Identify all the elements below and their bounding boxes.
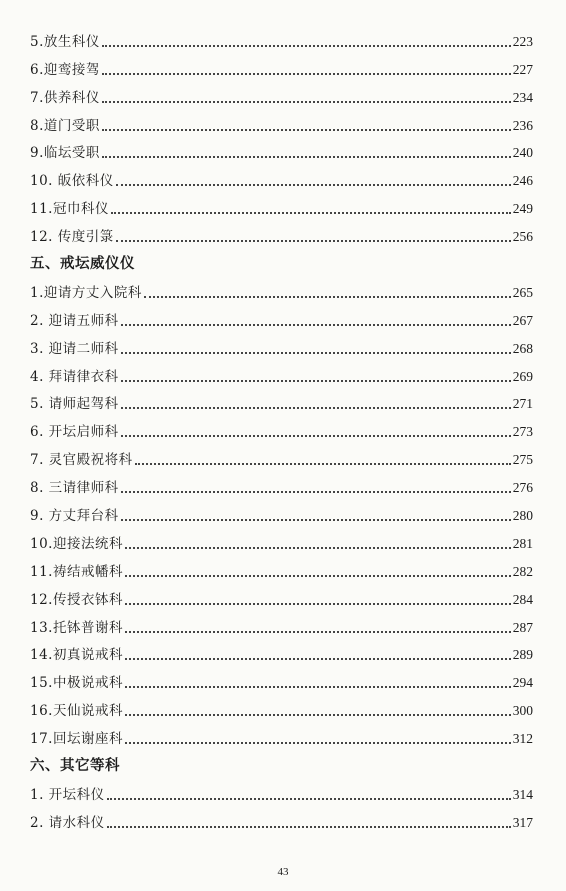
toc-entry[interactable] xyxy=(30,301,533,329)
dot-leader xyxy=(144,286,511,298)
dot-leader xyxy=(116,230,511,242)
dot-leader xyxy=(121,314,511,326)
toc-entry[interactable] xyxy=(30,106,533,134)
toc-entry[interactable] xyxy=(30,134,533,162)
toc-list xyxy=(30,22,533,831)
dot-leader xyxy=(102,91,511,103)
dot-leader xyxy=(121,509,511,521)
toc-entry[interactable] xyxy=(30,608,533,636)
toc-entry-title: 6.迎鸾接驾 xyxy=(30,61,100,78)
toc-entry-title: 6. 开坛启师科 xyxy=(30,424,119,441)
toc-entry[interactable] xyxy=(30,412,533,440)
toc-entry[interactable] xyxy=(30,217,533,245)
toc-entry-page: 268 xyxy=(512,340,533,356)
toc-entry[interactable] xyxy=(30,496,533,524)
dot-leader xyxy=(121,481,511,493)
toc-entry[interactable] xyxy=(30,663,533,691)
toc-entry-title: 12.传授衣钵科 xyxy=(30,591,123,608)
toc-entry-title: 9. 方丈拜台科 xyxy=(30,508,119,525)
toc-entry[interactable] xyxy=(30,189,533,217)
dot-leader xyxy=(121,425,511,437)
toc-entry[interactable] xyxy=(30,552,533,580)
toc-entry[interactable] xyxy=(30,691,533,719)
dot-leader xyxy=(107,816,511,828)
toc-entry[interactable] xyxy=(30,775,533,803)
toc-entry-title: 12. 传度引箓 xyxy=(30,229,114,246)
toc-entry-title: 5.放生科仪 xyxy=(30,33,100,50)
dot-leader xyxy=(125,537,511,549)
toc-entry-title: 2. 迎请五师科 xyxy=(30,312,119,329)
toc-entry-title: 13.托钵普谢科 xyxy=(30,619,123,636)
toc-entry-title: 14.初真说戒科 xyxy=(30,647,123,664)
toc-entry-title: 8.道门受职 xyxy=(30,117,100,134)
toc-entry-page: 249 xyxy=(512,201,533,217)
toc-entry[interactable] xyxy=(30,78,533,106)
page-number: 43 xyxy=(277,866,289,878)
section-heading: 五、戒坛威仪仪 xyxy=(30,256,135,273)
toc-entry-page: 240 xyxy=(512,145,533,161)
toc-entry-title: 7.供养科仪 xyxy=(30,89,100,106)
toc-entry-title: 4. 拜请律衣科 xyxy=(30,368,119,385)
toc-entry[interactable] xyxy=(30,580,533,608)
dot-leader xyxy=(102,146,511,158)
toc-entry-page: 246 xyxy=(512,173,533,189)
toc-entry-page: 267 xyxy=(512,312,533,328)
toc-entry[interactable] xyxy=(30,803,533,831)
toc-entry-title: 7. 灵官殿祝将科 xyxy=(30,452,133,469)
toc-entry-title: 8. 三请律师科 xyxy=(30,480,119,497)
toc-entry-page: 265 xyxy=(512,284,533,300)
dot-leader xyxy=(125,732,511,744)
toc-entry[interactable] xyxy=(30,524,533,552)
toc-entry[interactable] xyxy=(30,357,533,385)
toc-entry-page: 314 xyxy=(512,786,533,802)
toc-entry-title: 11.祷结戒幡科 xyxy=(30,563,123,580)
dot-leader xyxy=(135,453,511,465)
dot-leader xyxy=(125,676,511,688)
toc-entry-page: 289 xyxy=(512,647,533,663)
dot-leader xyxy=(125,648,511,660)
toc-entry[interactable] xyxy=(30,22,533,50)
toc-entry[interactable] xyxy=(30,719,533,747)
toc-entry-page: 234 xyxy=(512,89,533,105)
toc-entry-page: 271 xyxy=(512,396,533,412)
toc-entry-page: 284 xyxy=(512,591,533,607)
toc-entry[interactable] xyxy=(30,440,533,468)
toc-entry[interactable] xyxy=(30,273,533,301)
dot-leader xyxy=(107,788,511,800)
dot-leader xyxy=(111,202,511,214)
toc-entry-page: 312 xyxy=(512,731,533,747)
toc-entry-title: 1.迎请方丈入院科 xyxy=(30,284,142,301)
toc-entry-title: 10. 皈依科仪 xyxy=(30,173,114,190)
dot-leader xyxy=(125,593,511,605)
dot-leader xyxy=(102,35,511,47)
toc-entry[interactable] xyxy=(30,50,533,78)
dot-leader xyxy=(125,565,511,577)
toc-entry[interactable] xyxy=(30,468,533,496)
toc-entry-title: 2. 请水科仪 xyxy=(30,814,105,831)
toc-entry-title: 5. 请师起驾科 xyxy=(30,396,119,413)
toc-entry[interactable] xyxy=(30,636,533,664)
toc-entry-page: 300 xyxy=(512,703,533,719)
toc-entry-page: 317 xyxy=(512,814,533,830)
toc-entry-page: 223 xyxy=(512,33,533,49)
dot-leader xyxy=(102,119,511,131)
toc-entry-page: 236 xyxy=(512,117,533,133)
toc-entry-title: 16.天仙说戒科 xyxy=(30,703,123,720)
dot-leader xyxy=(125,621,511,633)
toc-entry-page: 276 xyxy=(512,480,533,496)
toc-entry-page: 281 xyxy=(512,535,533,551)
toc-entry-page: 273 xyxy=(512,424,533,440)
toc-entry[interactable] xyxy=(30,385,533,413)
toc-entry-page: 282 xyxy=(512,563,533,579)
dot-leader xyxy=(116,174,511,186)
section-heading: 六、其它等科 xyxy=(30,758,120,775)
toc-entry-page: 256 xyxy=(512,229,533,245)
toc-entry-title: 9.临坛受职 xyxy=(30,145,100,162)
toc-entry-title: 10.迎接法统科 xyxy=(30,535,123,552)
toc-entry-title: 17.回坛谢座科 xyxy=(30,731,123,748)
toc-entry-page: 269 xyxy=(512,368,533,384)
toc-entry-page: 287 xyxy=(512,619,533,635)
toc-entry[interactable] xyxy=(30,161,533,189)
toc-entry[interactable] xyxy=(30,329,533,357)
dot-leader xyxy=(121,397,511,409)
toc-entry-page: 294 xyxy=(512,675,533,691)
toc-entry-title: 3. 迎请二师科 xyxy=(30,340,119,357)
toc-entry-title: 11.冠巾科仪 xyxy=(30,201,109,218)
toc-entry-title: 15.中极说戒科 xyxy=(30,675,123,692)
dot-leader xyxy=(121,342,511,354)
toc-entry-title: 1. 开坛科仪 xyxy=(30,786,105,803)
dot-leader xyxy=(121,370,511,382)
dot-leader xyxy=(102,63,511,75)
toc-entry-page: 227 xyxy=(512,61,533,77)
dot-leader xyxy=(125,704,511,716)
toc-entry-page: 280 xyxy=(512,508,533,524)
toc-entry-page: 275 xyxy=(512,452,533,468)
